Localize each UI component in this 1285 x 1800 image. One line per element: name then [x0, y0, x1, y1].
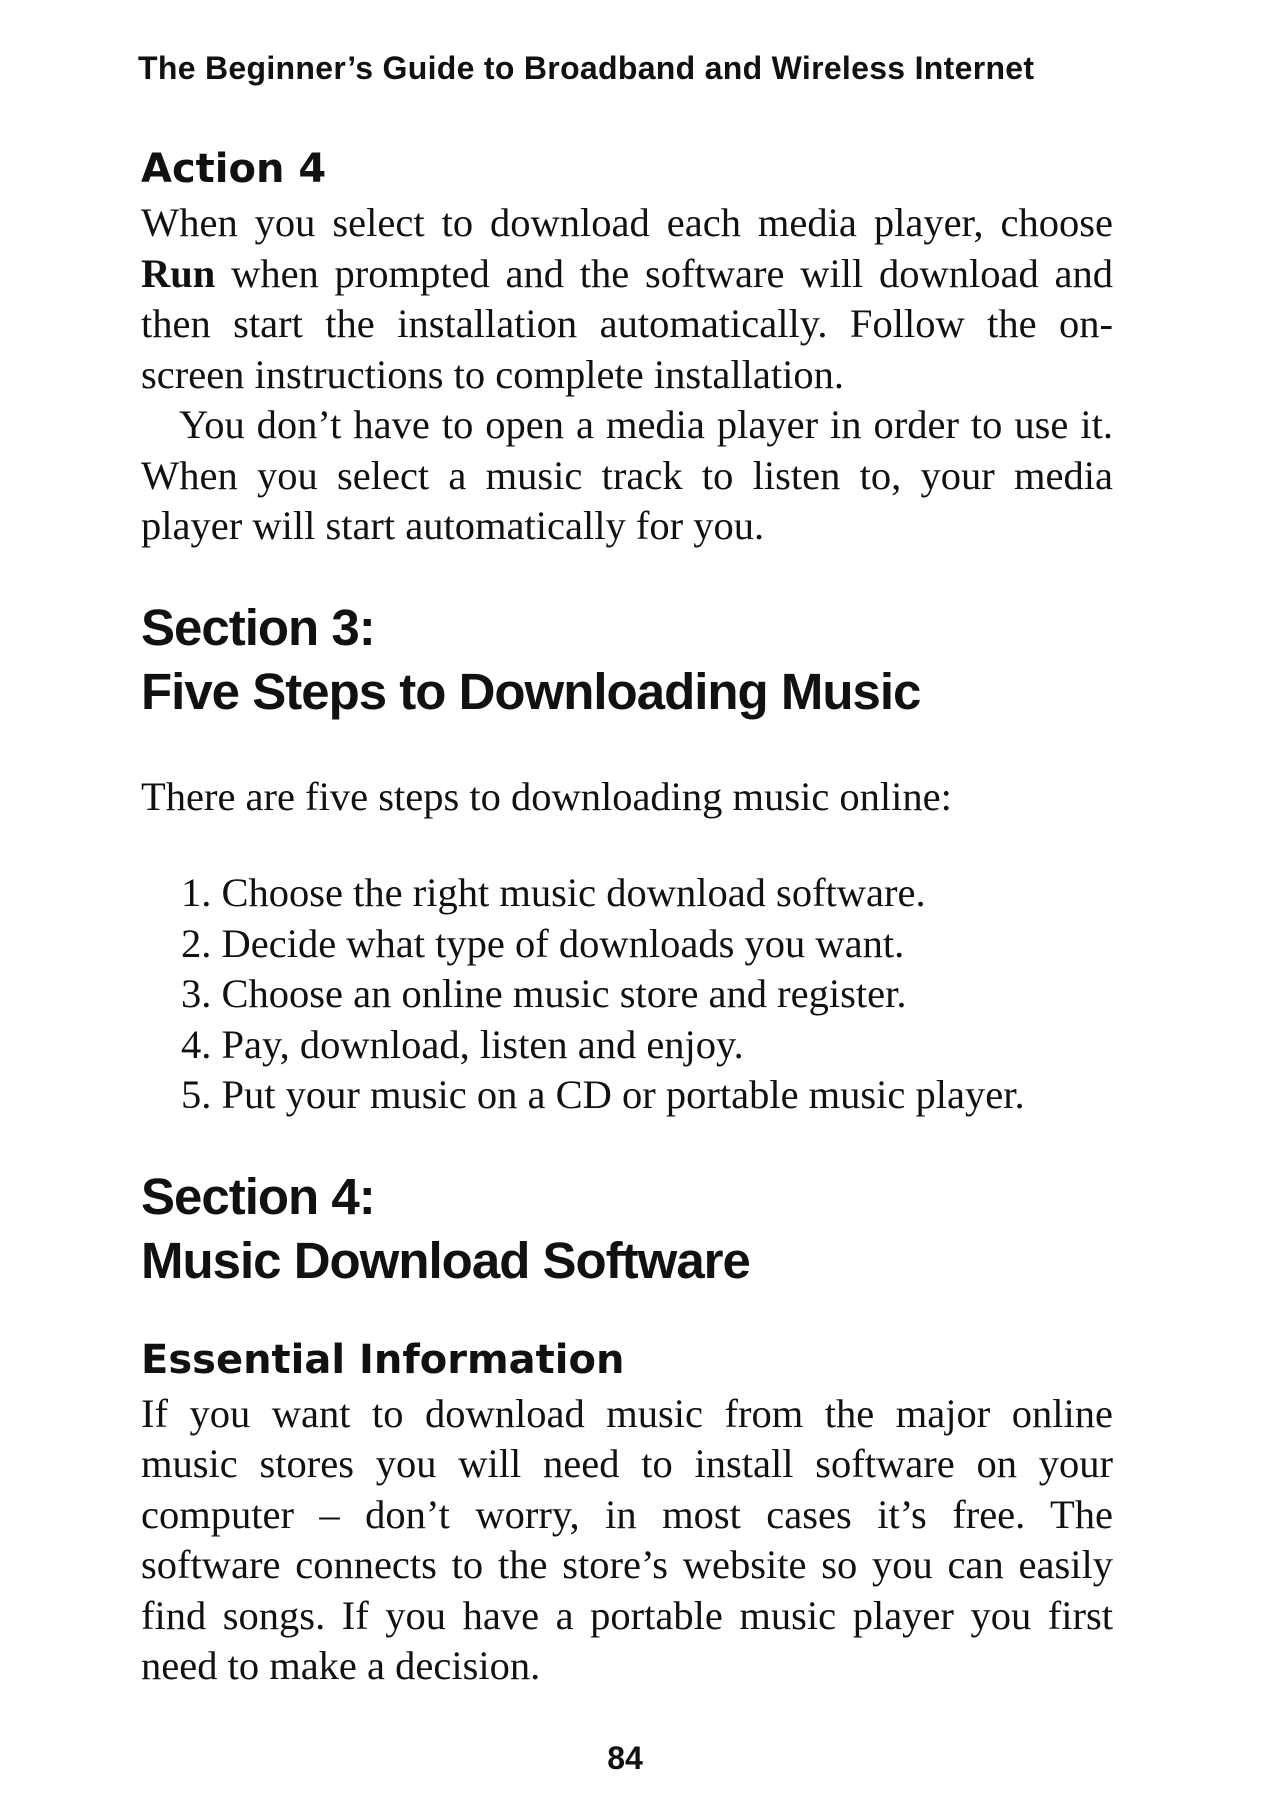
section-3-heading: [141, 596, 1113, 724]
running-head: The Beginner’s Guide to Broadband and Wireless Internet: [138, 50, 1035, 86]
action-4-paragraph: [141, 198, 1113, 400]
section-4-heading: [141, 1165, 1113, 1293]
section-4-title: Music Download Software: [141, 1231, 750, 1289]
page-number: 84: [607, 1740, 643, 1776]
steps-list: [141, 868, 1113, 1121]
run-term: Run: [141, 250, 216, 296]
media-player-paragraph: You don’t have to open a media player in order to use it. When you select a music track to listen to, your media player will start automatically for you.: [141, 402, 1113, 548]
essential-information-heading: Essential Information: [141, 1336, 625, 1383]
action-4-heading: Action 4: [141, 146, 327, 192]
list-item: 4. Pay, download, listen and enjoy.: [181, 1021, 744, 1067]
list-item: 1. Choose the right music download software.: [181, 870, 926, 915]
list-item: 3. Choose an online music store and register.: [181, 971, 907, 1016]
action-4-text-end: when prompted and the software will download and then start the installation automatically. Follow the on-screen instructions to complete installation.: [141, 250, 1113, 397]
essential-information-paragraph: If you want to download music from the major online music stores you will need to install software on your computer – don’t worry, in most cases it’s free. The software connects to the store’s website so you can easily find songs. If you have a portable music player you first need to make a decision.: [141, 1390, 1113, 1688]
steps-intro: There are five steps to downloading music online:: [141, 773, 952, 819]
section-3-label: Section 3:: [141, 598, 375, 656]
list-item: 5. Put your music on a CD or portable music player.: [181, 1072, 1025, 1117]
action-4-text-start: When you select to download each media player, choose: [141, 200, 1113, 245]
section-3-title: Five Steps to Downloading Music: [141, 662, 921, 720]
section-4-label: Section 4:: [141, 1167, 375, 1225]
page-content: [141, 140, 1113, 1692]
list-item: 2. Decide what type of downloads you want.: [181, 920, 905, 966]
